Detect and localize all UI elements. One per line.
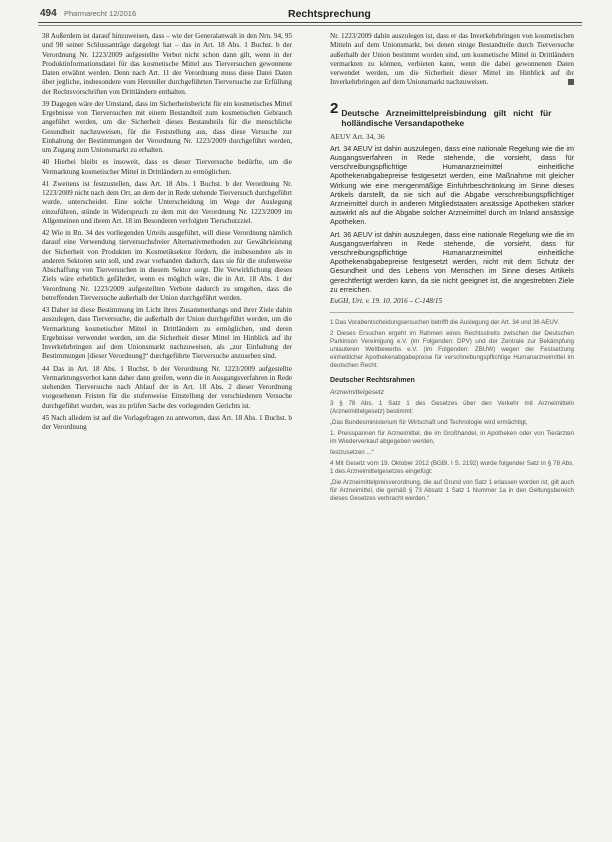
- journal-name: Pharmarecht 12/2016: [64, 9, 137, 18]
- paragraph-2: 2 Dieses Ersuchen ergeht im Rahmen eines Rechtsstreits zwischen der Deutschen Parkinson Vereinigung e.V. (im Folgenden: DPV) und der Zentrale zur Bekämpfung unlauteren Wettbewerbs e.V. (im Folgenden: ZBUW) wegen der Festsetzung einheitlicher Apothekenabgabepreise für verschreibungspflichtige Humanarzneimittel im deutschen Recht.: [330, 330, 574, 370]
- section-title: Rechtsprechung: [288, 8, 371, 20]
- legal-framework-heading: Deutscher Rechtsrahmen: [330, 377, 415, 385]
- guideline-1: Art. 34 AEUV ist dahin auszulegen, dass eine nationale Regelung wie die im Ausgangsverfahren in Rede stehende, die vorsieht, dass für verschreibungspflichtige Humanarzneimittel einheitliche Apothekenabgabepreise festgesetzt werden, eine Maßnahme mit gleicher Wirkung wie eine mengenmäßige Einfuhrbeschränkung im Sinne dieses Artikels darstellt, da sie sich auf die Abgabe verschreibungspflichtiger Arzneimittel durch in anderen Mitgliedstaaten ansässige Apotheken stärker auswirkt als auf die Abgabe solcher Arzneimittel durch im Inland ansässige Apotheken.: [330, 143, 574, 227]
- paragraph-40: 40 Hierbei bleibt es insoweit, dass es dieser Tierversuche bedürfte, um die Vermarktung kosmetischer Mittel in Drittländern zu ermöglichen.: [42, 158, 292, 176]
- left-column: [42, 32, 292, 435]
- paragraph-1: 1 Das Vorabentscheidungsersuchen betrifft die Auslegung der Art. 34 und 36 AEUV.: [330, 319, 560, 327]
- continuation-text: Nr. 1223/2009 dahin auszulegen ist, dass er das Inverkehrbringen von kosmetischen Mitteln auf dem Unionsmarkt, bei denen einige Bestandteile durch Tierversuche außerhalb der Union bestimmt worden sind, um kosmetische Mittel in Drittländern vermarkten zu können, verbieten kann, wenn die dabei gewonnenen Daten verwendet werden, um die Sicherheit dieser Mittel im Hinblick auf ihr Inverkehrbringen auf dem Unionsmarkt nachzuweisen.: [330, 32, 574, 87]
- paragraph-45: 45 Nach alledem ist auf die Vorlagefragen zu antworten, dass Art. 18 Abs. 1 Buchst. b der Verordnung: [42, 413, 292, 431]
- header-rule: [38, 22, 582, 23]
- continuation-paragraph: [330, 32, 574, 88]
- framework-item: 4 Mit Gesetz vom 19. Oktober 2012 (BGBl. I S. 2192) wurde folgender Satz in § 78 Abs. 1 des Arzneimittelgesetzes eingefügt:: [330, 459, 574, 475]
- page-number: 494: [40, 8, 57, 19]
- legal-framework-subheading: Arzneimittelgesetz: [330, 388, 384, 396]
- paragraph-41: 41 Zweitens ist festzustellen, dass Art. 18 Abs. 1 Buchst. b der Verordnung Nr. 1223/2009 nicht nach dem Ort, an dem der in Rede stehende Tierversuch durchgeführt wurde, unterscheidet. Eine solche Unterscheidung im Wege der Auslegung einzuführen, stünde in Widerspruch zu dem mit der Verordnung Nr. 1223/2009 im Allgemeinen und ihrem Art. 18 im Besonderen verfolgten Tierschutzziel.: [42, 179, 292, 225]
- paragraph-43: 43 Daher ist diese Bestimmung im Licht ihres Zusammenhangs und ihrer Ziele dahin auszulegen, dass Tierversuche, die außerhalb der Union durchgeführt werden, um die Vermarktung kosmetischer Mittel in Drittländern zu ermöglichen, und deren Ergebnisse verwendet werden, um die Sicherheit dieser Mittel im Hinblick auf ihr Inverkehrbringen auf dem Unionsmarkt nachzuweisen, als „zur Einhaltung der Bestimmungen [dieser Verordnung]“ durchgeführte Tierversuche anzusehen sind.: [42, 306, 292, 361]
- ruling-citation: EuGH, Urt. v. 19. 10. 2016 – C-148/15: [330, 297, 443, 305]
- ruling-norm: AEUV Art. 34, 36: [330, 131, 385, 141]
- framework-item: 3 § 78 Abs. 1 Satz 1 des Gesetzes über den Verkehr mit Arzneimitteln (Arzneimittelgesetz) bestimmt:: [330, 399, 574, 415]
- ruling-title: Deutsche Arzneimittelpreisbindung gilt nicht für holländische Versandapotheke: [341, 107, 552, 128]
- paragraph-38: 38 Außerdem ist darauf hinzuweisen, dass – wie der Generalanwalt in den Nrn. 94, 95 und 98 seiner Schlussanträge dargelegt hat – das in Art. 18 Abs. 1 Buchst. b der Verordnung Nr. 1223/2009 aufgestellte Verbot nicht schon dann gilt, wenn in der Produktinformationsdatei für das kosmetische Mittel aus Tierversuchen gewonnene Daten erwähnt werden. Denn nach Art. 11 der Verordnung muss diese Datei Daten über jegliche, insbesondere vom Hersteller durchgeführten Tierversuche zur Erfüllung der Rechtsvorschriften von Drittländern enthalten.: [42, 32, 292, 96]
- paragraph-39: 39 Dagegen wäre der Umstand, dass im Sicherheitsbericht für ein kosmetisches Mittel Ergebnisse von Tierversuchen mit einem Bestandteil zum kosmetischen Gebrauch angeführt werden, um die Sicherheit dieses Bestandteils für die menschliche Gesundheit nachzuweisen, für die Feststellung aus, dass diese Versuche zur Einhaltung der Bestimmungen der Verordnung Nr. 1223/2009 durchgeführt werden, um Zugang zum Unionsmarkt zu erhalten.: [42, 99, 292, 154]
- header-rule-thin: [38, 25, 582, 26]
- framework-item: „Das Bundesministerium für Wirtschaft und Technologie wird ermächtigt,: [330, 418, 528, 426]
- end-of-article-mark: [568, 79, 574, 85]
- framework-item: „Die Arzneimittelpreisverordnung, die auf Grund von Satz 1 erlassen worden ist, gilt auch für Arzneimittel, die gemäß § 73 Absatz 1 Satz 1 Nummer 1a in den Geltungsbereich dieses Gesetzes verbracht werden.“: [330, 478, 574, 502]
- ruling-number: 2: [330, 99, 339, 117]
- framework-item: 1. Preisspannen für Arzneimittel, die im Großhandel, in Apotheken oder von Tierärzten im Wiederverkauf abgegeben werden,: [330, 429, 574, 445]
- ruling-heading: [330, 99, 574, 128]
- divider: [330, 312, 574, 313]
- paragraph-42: 42 Wie in Rn. 34 des vorliegenden Urteils ausgeführt, will diese Verordnung nämlich darauf eine Verwendung tierversuchsfreier Alternativmethoden zur Gewährleistung der Sicherheit von Produkten im Kosmetiksektor fördern, die insbesondere als in anderen Sektoren sein soll, und zwar vorhanden dadurch, dass sie für die stufenweise Abschaffung von Tierversuchen in diesem Sektor sorgt. Die Verwirklichung dieses Ziels wäre erheblich gefährdet, wenn es möglich wäre, die in Art. 18 Abs. 1 der Verordnung Nr. 1223/2009 aufgestellten Verbote dadurch zu umgehen, dass die betreffenden Tierversuche außerhalb der Union durchgeführt werden.: [42, 229, 292, 302]
- guideline-2: Art. 36 AEUV ist dahin auszulegen, dass eine nationale Regelung wie die im Ausgangsverfahren in Rede stehende, die vorsieht, dass für verschreibungspflichtige Humanarzneimittel einheitliche Apothekenabgabepreise festgesetzt werden, nicht mit dem Schutz der Gesundheit und des Lebens von Menschen im Sinne dieses Artikels gerechtfertigt werden kann, da sie nicht geeignet ist, die angestrebten Ziele zu erreichen.: [330, 229, 574, 294]
- framework-item: festzusetzen ...“: [330, 448, 374, 456]
- right-column: [330, 32, 574, 506]
- paragraph-44: 44 Das in Art. 18 Abs. 1 Buchst. b der Verordnung Nr. 1223/2009 aufgestellte Vermarktungsverbot kann daher dann greifen, wenn die in Ausgangsverfahren in Rede stehenden Tierversuche nach Ablauf der in Art. 18 Abs. 2 dieser Verordnung vorgesehenen Fristen für die stufenweise Einstellung der verschiedenen Versuche durchgeführt wurden, was zu prüfen Sache des vorlegenden Gerichts ist.: [42, 364, 292, 410]
